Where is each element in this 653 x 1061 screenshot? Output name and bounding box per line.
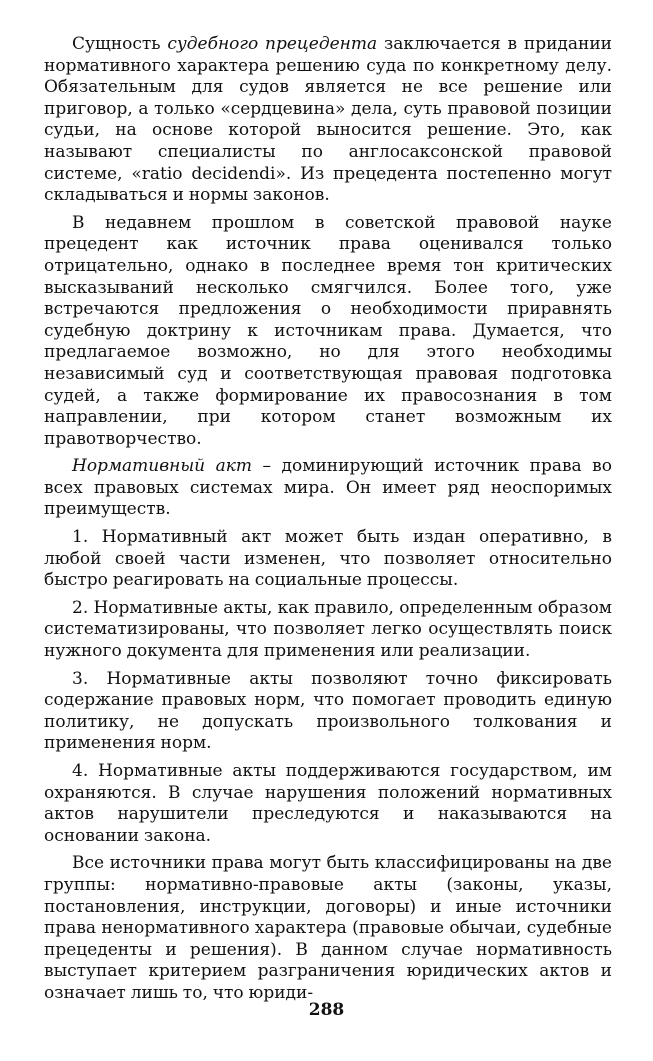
list-item-advantage-4 [44, 761, 612, 847]
paragraph-judicial-precedent [44, 34, 612, 207]
paragraph-text: – доминирующий источник права во всех правовых системах мира. Он имеет ряд неоспоримых преимуществ. [44, 456, 612, 520]
paragraph-text: заключается в придании нормативного характера решению суда по конкретному делу. Обязательным для судов является не все решение или приговор, а только «сердцевина» дела, суть правовой позиции судьи, на основе которой выносится решение. Это, как называют специалисты по англосаксонской правовой системе, «ratio decidendi». Из прецедента постепенно могут складываться и нормы законов. [44, 34, 612, 206]
list-item-advantage-1 [44, 527, 612, 592]
paragraph-text: 3. Нормативные акты позволяют точно фиксировать содержание правовых норм, что помогает проводить единую политику, не допускать произвольного толкования и применения норм. [44, 668, 612, 754]
paragraph-text: 1. Нормативный акт может быть издан оперативно, в любой своей части изменен, что позволяет относительно быстро реагировать на социальные процессы. [44, 527, 612, 591]
paragraph-soviet-view [44, 213, 612, 451]
term-judicial-precedent: судебного прецедента [167, 34, 378, 54]
page-number: 288 [308, 1000, 345, 1020]
paragraph-text: 2. Нормативные акты, как правило, определенным образом систематизированы, что позволяет легко осуществлять поиск нужного документа для применения или реализации. [44, 597, 612, 662]
paragraph-lead: Сущность [72, 34, 168, 54]
list-item-advantage-2 [44, 598, 612, 663]
paragraph-text: Все источники права могут быть классифицированы на две группы: нормативно-правовые акты (законы, указы, постановления, инструкции, договоры) и иные источники права ненормативного характера (правовые обычаи, судебные прецеденты и решения). В данном случае нормативность выступает критерием разграничения юридических актов и означает лишь то, что юриди- [44, 853, 612, 1003]
paragraph-text: В недавнем прошлом в советской правовой науке прецедент как источник права оценивался только отрицательно, однако в последнее время тон критических высказываний несколько смягчился. Более того, уже встречаются предложения о необходимости приравнять судебную доктрину к источникам права. Думается, что предлагаемое возможно, но для этого необходимы независимый суд и соответствующая правовая подготовка судей, а также формирование их правосознания в том направлении, при котором станет возможным их правотворчество. [44, 212, 612, 449]
paragraph-normative-act [44, 456, 612, 521]
list-item-advantage-3 [44, 669, 612, 755]
term-normative-act: Нормативный акт [72, 456, 253, 477]
paragraph-classification [44, 853, 612, 1004]
paragraph-text: 4. Нормативные акты поддерживаются государством, им охраняются. В случае нарушения положений нормативных актов нарушители преследуются и наказываются на основании закона. [44, 761, 612, 846]
page-body [44, 34, 612, 1011]
